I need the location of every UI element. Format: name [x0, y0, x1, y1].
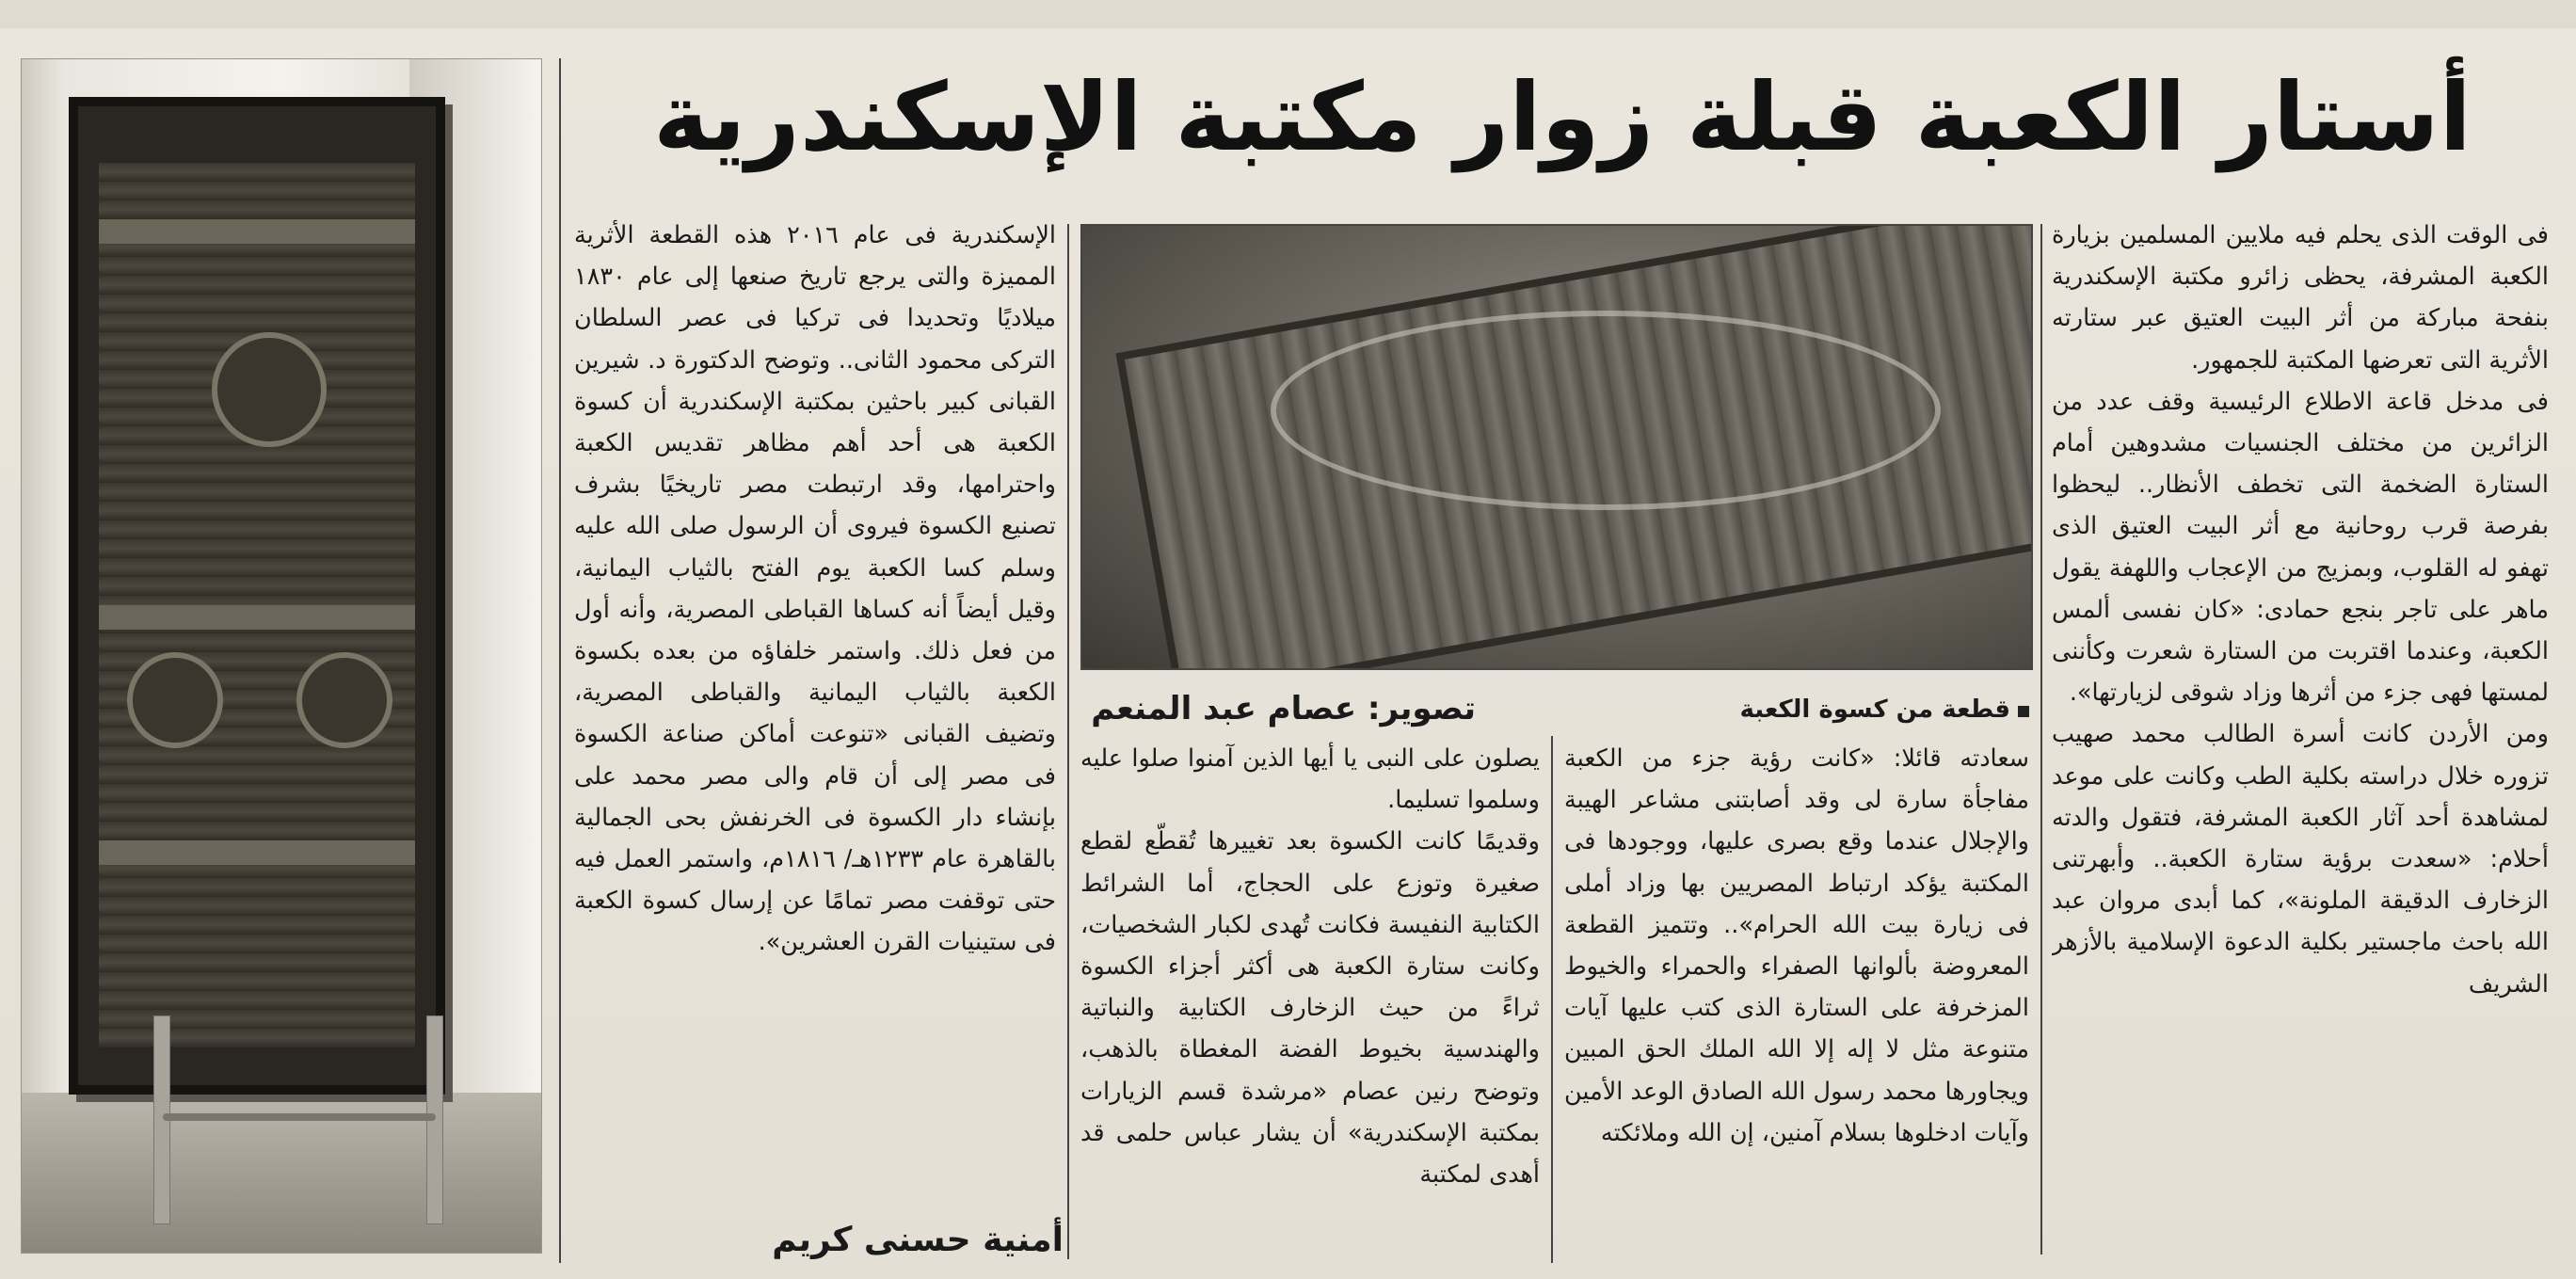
- paragraph: وقديمًا كانت الكسوة بعد تغييرها تُقطّع لقطع صغيرة وتوزع على الحجاج، أما الشرائط الكتابية النفيسة فكانت تُهدى لكبار الشخصيات، وكانت ستارة الكعبة هى أكثر أجزاء الكسوة ثراءً من حيث الزخارف الكتابية والنباتية والهندسية بخيوط الفضة المغطاة بالذهب، وتوضح رنين عصام «مرشدة قسم الزيارات بمكتبة الإسكندرية» أن يشار عباس حلمى قد أهدى لمكتبة: [1080, 827, 1540, 1190]
- barrier-rope: [163, 1113, 436, 1121]
- calligraphy-oval: [1271, 311, 1941, 510]
- author-byline: أمنية حسنى كريم: [772, 1221, 1064, 1259]
- medallion: [212, 332, 327, 447]
- photo-description: [1685, 691, 2029, 728]
- inscription-band: [99, 219, 415, 244]
- kaaba-curtain-display-photo: [21, 58, 542, 1254]
- inscription-band: [99, 605, 415, 630]
- paragraph: فى الوقت الذى يحلم فيه ملايين المسلمين بزيارة الكعبة المشرفة، يحظى زائرو مكتبة الإسكندرية بنفحة مباركة من أثر البيت العتيق عبر ستارته الأثرية التى تعرضها المكتبة للجمهور.: [2052, 221, 2549, 375]
- medallion: [127, 652, 223, 748]
- article-column-1: [2052, 215, 2549, 1264]
- article-column-4: [574, 215, 1056, 1212]
- photo-description-text: قطعة من كسوة الكعبة: [1739, 695, 2010, 724]
- inscription-band: [99, 840, 415, 865]
- paragraph: يصلون على النبى يا أيها الذين آمنوا صلوا عليه وسلموا تسليما.: [1080, 744, 1540, 815]
- photo-credit: تصوير: عصام عبد المنعم: [1091, 690, 1476, 727]
- article-column-2: [1564, 738, 2029, 1265]
- top-strip: [0, 0, 2576, 28]
- curtain-fabric: [99, 163, 415, 1047]
- paragraph: فى مدخل قاعة الاطلاع الرئيسية وقف عدد من الزائرين من مختلف الجنسيات مشدوهين أمام الستارة الضخمة التى تخطف الأنظار.. ليحظوا بفرصة قرب روحانية مع أثر البيت العتيق الذى تهفو له القلوب، وبمزيج من الإعجاب واللهفة يقول ماهر على تاجر بنجع حمادى: «كان نفسى ألمس الكعبة، وعندما اقتربت من الستارة شعرت وكأننى لمستها فهى جزء من أثرها وزاد شوقى لزيارتها».: [2052, 387, 2549, 708]
- paragraph: ومن الأردن كانت أسرة الطالب محمد صهيب تزوره خلال دراسته بكلية الطب وكانت على موعد لمشاهدة أحد آثار الكعبة المشرفة، فتقول والدته أحلام: «سعدت برؤية ستارة الكعبة.. وأبهرتنى الزخارف الدقيقة الملونة»، كما أبدى مروان عبد الله باحث ماجستير بكلية الدعوة الإسلامية بالأزهر الشريف: [2052, 720, 2549, 999]
- column-rule: [1551, 736, 1553, 1263]
- display-cabinet: [69, 97, 445, 1095]
- kiswa-piece-photo: [1080, 224, 2033, 670]
- paragraph: الإسكندرية فى عام ٢٠١٦ هذه القطعة الأثرية المميزة والتى يرجع تاريخ صنعها إلى عام ١٨٣٠ ميلاديًا وتحديدا فى تركيا فى عصر السلطان التركى محمود الثانى.. وتوضح الدكتورة د. شيرين القبانى كبير باحثين بمكتبة الإسكندرية أن كسوة الكعبة هى أحد أهم مظاهر تقديس الكعبة واحترامها، وقد ارتبطت مصر تاريخيًا بشرف تصنيع الكسوة فيروى أن الرسول صلى الله عليه وسلم كسا الكعبة يوم الفتح بالثياب اليمانية، وقيل أيضاً أنه كساها القباطى المصرية، وأنه أول من فعل ذلك. واستمر خلفاؤه من بعده بكسوة الكعبة بالثياب اليمانية والقباطى المصرية، وتضيف القبانى «تنوعت أماكن صناعة الكسوة فى مصر إلى أن قام والى مصر محمد على بإنشاء دار الكسوة فى الخرنفش بحى الجمالية بالقاهرة عام ١٢٣٣هـ/ ١٨١٦م، واستمر العمل فيه حتى توقفت مصر تمامًا عن إرسال كسوة الكعبة فى ستينيات القرن العشرين».: [574, 221, 1056, 957]
- square-bullet-icon: [2018, 706, 2029, 717]
- headline: أستار الكعبة قبلة زوار مكتبة الإسكندرية: [653, 62, 2472, 172]
- medallion: [296, 652, 392, 748]
- paragraph: سعادته قائلا: «كانت رؤية جزء من الكعبة مفاجأة سارة لى وقد أصابتنى مشاعر الهيبة والإجلال عندما وقع بصرى عليها، ووجودها فى المكتبة يؤكد ارتباط المصريين بها وزاد أملى فى زيارة بيت الله الحرام».. وتتميز القطعة المعروضة بألوانها الصفراء والحمراء والخيوط المزخرفة على الستارة الذى كتب عليها آيات متنوعة مثل لا إله إلا الله الملك الحق المبين ويجاورها محمد رسول الله الصادق الوعد الأمين وآيات ادخلوها بسلام آمنين، إن الله وملائكته: [1564, 744, 2029, 1147]
- column-rule: [2040, 224, 2042, 1255]
- column-rule: [559, 58, 561, 1263]
- article-column-3: [1080, 738, 1540, 1265]
- column-rule: [1067, 224, 1069, 1259]
